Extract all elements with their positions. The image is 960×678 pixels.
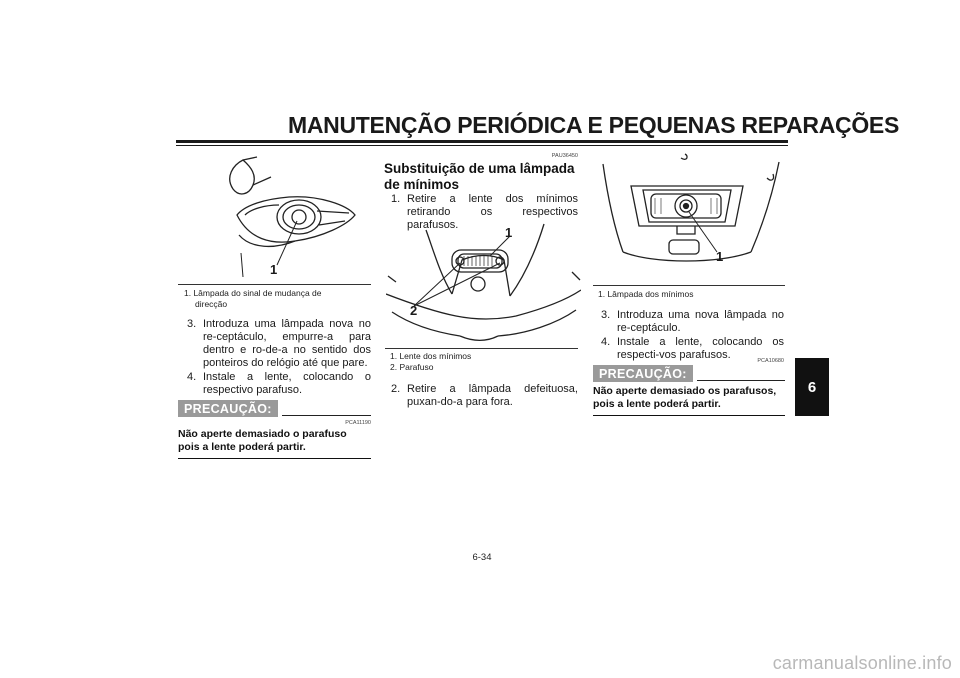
step-number: 4. (187, 371, 197, 383)
page-number: 6-34 (472, 552, 492, 563)
position-lamp-lens-illustration (386, 220, 581, 348)
caution-end-rule (593, 415, 785, 416)
list-item (187, 318, 371, 370)
caution-end-rule (178, 458, 371, 459)
caption-line: 1. Lâmpada dos mínimos (598, 289, 694, 299)
step-text: Retire a lâmpada defeituosa, puxan-do-a para fora. (407, 383, 578, 408)
step-text: Instale a lente, colocando o respectivo parafuso. (203, 371, 371, 396)
caution-text: Não aperte demasiado o parafuso pois a lente poderá partir. (178, 428, 347, 453)
caution-header-rule (282, 415, 371, 416)
header-rule (176, 140, 788, 143)
step-text: Introduza uma nova lâmpada no re-ceptáculo. (617, 309, 784, 334)
page-title: MANUTENÇÃO PERIÓDICA E PEQUENAS REPARAÇÕES (288, 112, 900, 138)
chapter-tab (795, 358, 829, 416)
step-text: Introduza uma lâmpada nova no re-ceptáculo, empurre-a para dentro e ro-de-a no sentido dos ponteiros do relógio até que pare. (203, 318, 371, 369)
position-lamp-bulb-illustration (593, 152, 785, 282)
middle-figure-caption (390, 351, 578, 373)
turn-signal-illustration (215, 155, 365, 280)
right-figure-callout: 1 (716, 249, 724, 264)
left-caption-rule (178, 284, 371, 285)
caution-header-rule (697, 380, 785, 381)
middle-step-2 (391, 383, 578, 410)
chapter-number: 6 (807, 378, 817, 396)
reference-code: PCA11190 (345, 420, 371, 426)
caption-line: 1. Lâmpada do sinal de mudança de (184, 288, 322, 298)
step-number: 3. (601, 309, 611, 321)
watermark: carmanualsonline.info (772, 653, 952, 673)
step-number: 4. (601, 336, 611, 348)
right-caution (593, 365, 785, 416)
right-figure-caption (598, 289, 784, 300)
caption-line: 1. Lente dos mínimos (390, 351, 472, 361)
caution-header (178, 400, 371, 417)
list-item (391, 383, 578, 409)
middle-caption-rule (385, 348, 578, 349)
caution-text: Não aperte demasiado os parafusos, pois a lente poderá partir. (593, 385, 777, 410)
caution-label: PRECAUÇÃO: (178, 400, 278, 417)
caption-line: direcção (195, 299, 228, 309)
middle-callout-1: 1 (505, 225, 513, 240)
step-text: Instale a lente, colocando os respecti-vos parafusos. (617, 336, 784, 361)
step-number: 2. (391, 383, 401, 395)
reference-code: PCA10680 (757, 358, 784, 364)
right-steps (601, 309, 784, 363)
caution-label: PRECAUÇÃO: (593, 365, 693, 382)
left-steps (187, 318, 371, 398)
left-caution (178, 400, 371, 459)
middle-callout-2: 2 (410, 303, 418, 318)
list-item (601, 309, 784, 335)
section-title: Substituição de uma lâmpada de mínimos (384, 161, 575, 192)
left-figure-caption (184, 288, 369, 310)
step-number: 3. (187, 318, 197, 330)
list-item (187, 371, 371, 397)
caption-line: 2. Parafuso (390, 362, 434, 372)
left-figure-callout: 1 (270, 262, 278, 277)
section-reference-code: PAU36450 (551, 153, 578, 159)
step-number: 1. (391, 193, 401, 205)
caution-header (593, 365, 785, 382)
right-caption-rule (593, 285, 785, 286)
header-rule-thin (176, 145, 788, 146)
step-text: Retire a lente dos mínimos retirando os respectivos parafusos. (407, 193, 578, 231)
